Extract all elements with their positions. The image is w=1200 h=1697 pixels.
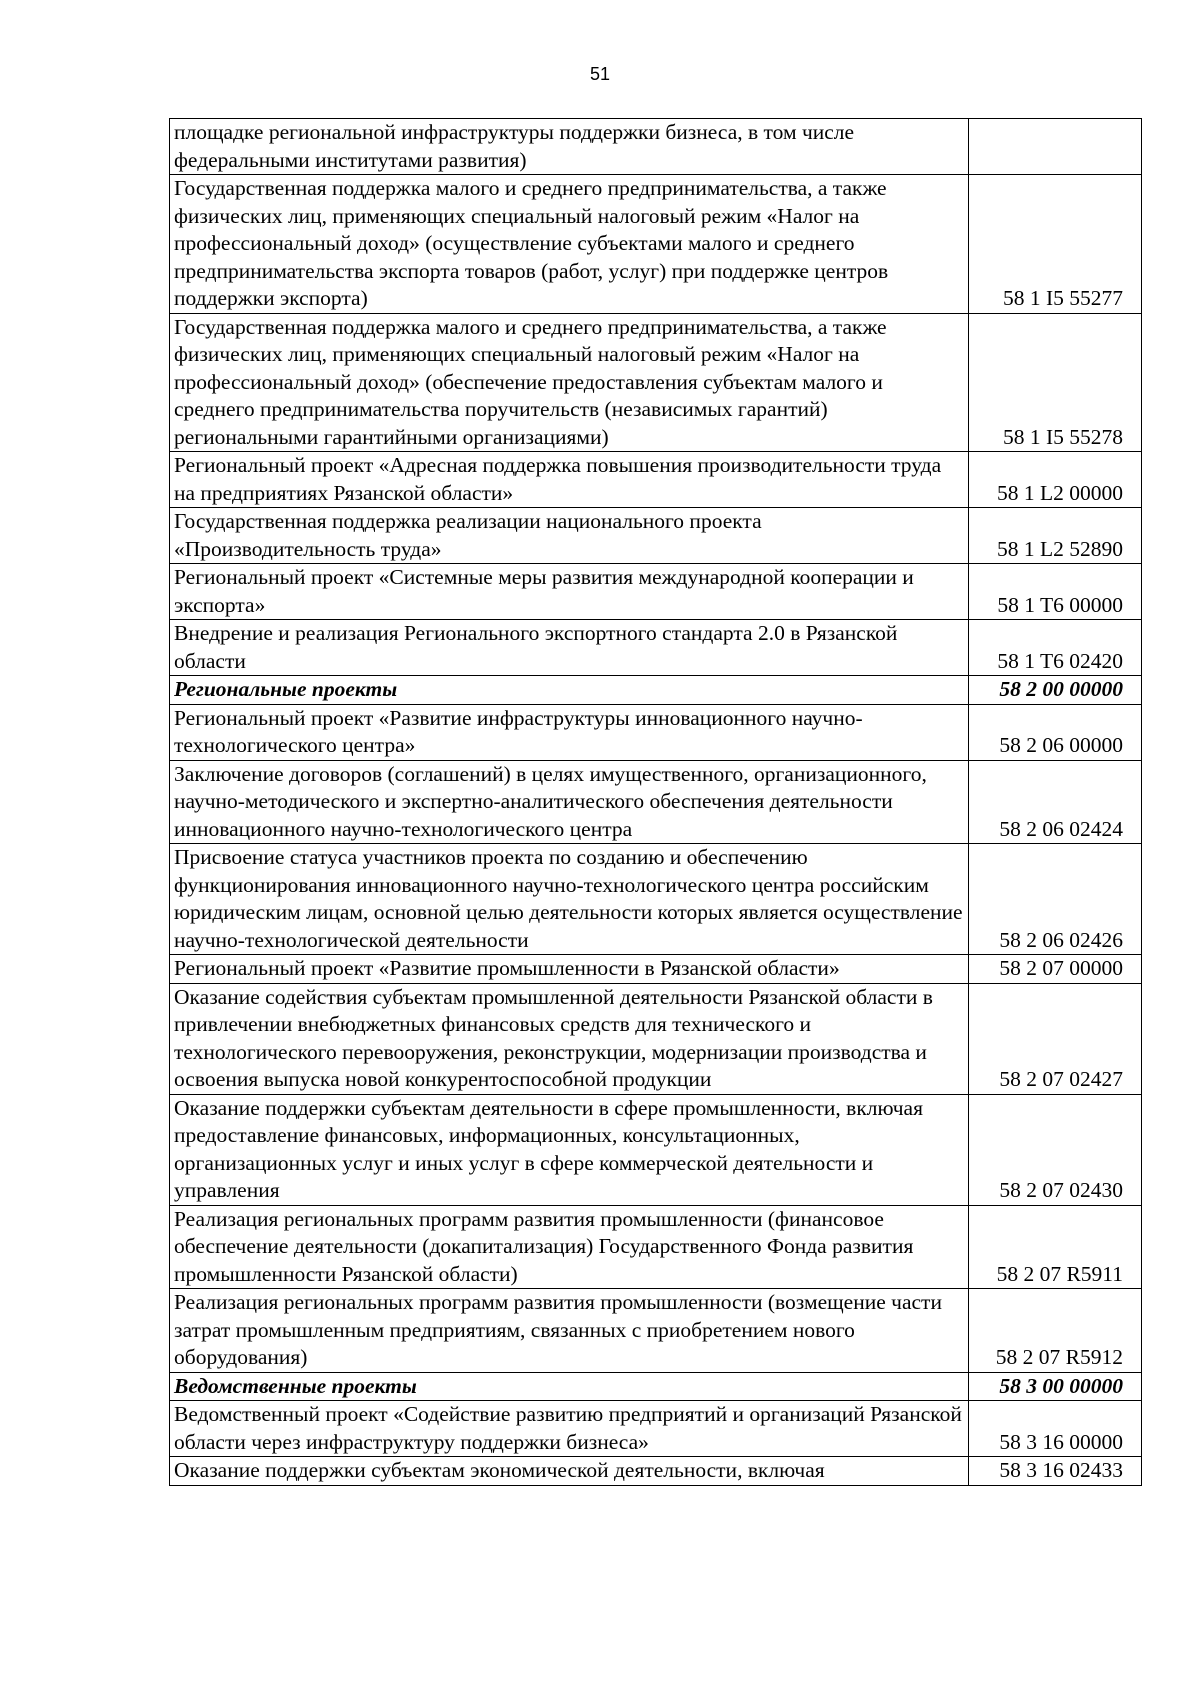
- row-name: Региональный проект «Системные меры развития международной кооперации и экспорта»: [170, 564, 969, 620]
- row-code: 58 1 T6 00000: [969, 564, 1142, 620]
- row-code: 58 3 16 00000: [969, 1401, 1142, 1457]
- table-row: [170, 1205, 1142, 1289]
- row-name: Оказание содействия субъектам промышленной деятельности Рязанской области в привлечении внебюджетных финансовых средств для технического и технологического перевооружения, реконструкции, модернизации производства и освоения выпуска новой конкурентоспособной продукции: [170, 983, 969, 1094]
- row-name: Государственная поддержка малого и среднего предпринимательства, а также физических лиц, применяющих специальный налоговый режим «Налог на профессиональный доход» (обеспечение предоставления субъектам малого и среднего предпринимательства поручительств (независимых гарантий) региональными гарантийными организациями): [170, 313, 969, 452]
- table-row: [170, 564, 1142, 620]
- table-row: [170, 1401, 1142, 1457]
- page-number: 51: [589, 64, 611, 84]
- row-code: 58 1 I5 55277: [969, 175, 1142, 314]
- section-code: 58 3 00 00000: [969, 1372, 1142, 1401]
- row-code: 58 3 16 02433: [969, 1457, 1142, 1486]
- row-code: 58 1 I5 55278: [969, 313, 1142, 452]
- section-row: [170, 1372, 1142, 1401]
- table-row: [170, 452, 1142, 508]
- row-code: 58 2 06 00000: [969, 704, 1142, 760]
- row-name: Присвоение статуса участников проекта по созданию и обеспечению функционирования инновационного научно-технологического центра российским юридическим лицам, основной целью деятельности которых является осуществление научно-технологической деятельности: [170, 844, 969, 955]
- row-name: площадке региональной инфраструктуры поддержки бизнеса, в том числе федеральными институтами развития): [170, 119, 969, 175]
- row-name: Заключение договоров (соглашений) в целях имущественного, организационного, научно-методического и экспертно-аналитического обеспечения деятельности инновационного научно-технологического центра: [170, 760, 969, 844]
- table-row: [170, 1094, 1142, 1205]
- table-row: [170, 1289, 1142, 1373]
- table-row: [170, 844, 1142, 955]
- section-code: 58 2 00 00000: [969, 676, 1142, 705]
- row-name: Реализация региональных программ развития промышленности (финансовое обеспечение деятельности (докапитализация) Государственного Фонда развития промышленности Рязанской области): [170, 1205, 969, 1289]
- row-name: Оказание поддержки субъектам экономической деятельности, включая: [170, 1457, 969, 1486]
- row-name: Оказание поддержки субъектам деятельности в сфере промышленности, включая предоставление финансовых, информационных, консультационных, организационных услуг и иных услуг в сфере коммерческой деятельности и управления: [170, 1094, 969, 1205]
- row-name: Региональный проект «Развитие промышленности в Рязанской области»: [170, 955, 969, 984]
- table-row: [170, 760, 1142, 844]
- table-body: [170, 119, 1142, 1486]
- row-code: [969, 119, 1142, 175]
- row-code: 58 1 T6 02420: [969, 620, 1142, 676]
- row-code: 58 2 07 02430: [969, 1094, 1142, 1205]
- row-code: 58 2 07 00000: [969, 955, 1142, 984]
- table-row: [170, 119, 1142, 175]
- table-row: [170, 955, 1142, 984]
- table-row: [170, 313, 1142, 452]
- section-title: Региональные проекты: [170, 676, 969, 705]
- row-code: 58 2 07 02427: [969, 983, 1142, 1094]
- row-name: Региональный проект «Адресная поддержка повышения производительности труда на предприятиях Рязанской области»: [170, 452, 969, 508]
- table-row: [170, 704, 1142, 760]
- budget-classification-table: [169, 118, 1142, 1486]
- row-code: 58 1 L2 52890: [969, 508, 1142, 564]
- row-code: 58 2 06 02426: [969, 844, 1142, 955]
- row-name: Реализация региональных программ развития промышленности (возмещение части затрат промышленным предприятиям, связанных с приобретением нового оборудования): [170, 1289, 969, 1373]
- section-row: [170, 676, 1142, 705]
- row-name: Государственная поддержка малого и среднего предпринимательства, а также физических лиц, применяющих специальный налоговый режим «Налог на профессиональный доход» (осуществление субъектами малого и среднего предпринимательства экспорта товаров (работ, услуг) при поддержке центров поддержки экспорта): [170, 175, 969, 314]
- table-row: [170, 508, 1142, 564]
- row-code: 58 2 07 R5911: [969, 1205, 1142, 1289]
- row-name: Внедрение и реализация Регионального экспортного стандарта 2.0 в Рязанской области: [170, 620, 969, 676]
- row-name: Государственная поддержка реализации национального проекта «Производительность труда»: [170, 508, 969, 564]
- section-title: Ведомственные проекты: [170, 1372, 969, 1401]
- row-code: 58 1 L2 00000: [969, 452, 1142, 508]
- table-row: [170, 983, 1142, 1094]
- table-row: [170, 1457, 1142, 1486]
- row-code: 58 2 06 02424: [969, 760, 1142, 844]
- row-name: Региональный проект «Развитие инфраструктуры инновационного научно-технологического центра»: [170, 704, 969, 760]
- table-row: [170, 175, 1142, 314]
- row-code: 58 2 07 R5912: [969, 1289, 1142, 1373]
- row-name: Ведомственный проект «Содействие развитию предприятий и организаций Рязанской области через инфраструктуру поддержки бизнеса»: [170, 1401, 969, 1457]
- table-row: [170, 620, 1142, 676]
